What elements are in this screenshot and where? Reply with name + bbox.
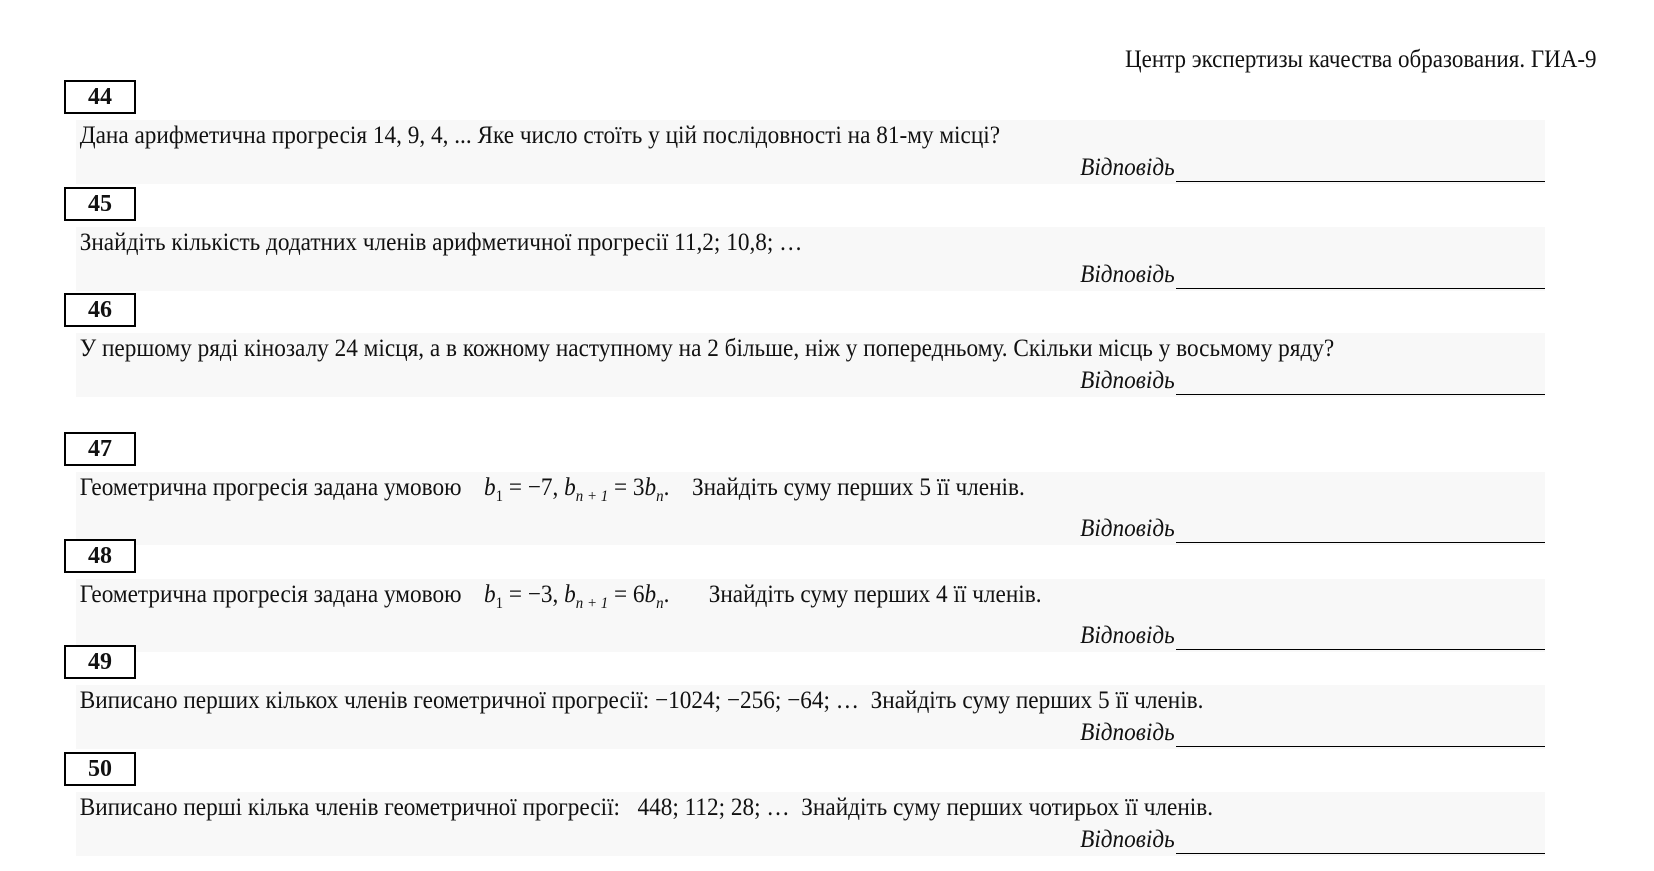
- problem-text: Геометрична прогресія задана умовою $b_1 = -7$, $b_{n + 1} = 3b_n$. Знайдіть суму перших 5 її членів.: [79, 474, 1025, 505]
- answer-label: Відповідь: [1080, 367, 1175, 394]
- problem-text: У першому ряді кінозалу 24 місця, а в кожному наступному на 2 більше, ніж у попередньому. Скільки місць у восьмому ряду?: [79, 335, 1335, 362]
- answer-label: Відповідь: [1080, 154, 1175, 181]
- answer-label: Відповідь: [1080, 826, 1175, 853]
- problem-text: Дана арифметична прогресія 14, 9, 4, ... Яке число стоїть у цій послідовності на 81-му місці?: [79, 122, 1001, 149]
- answer-row: [76, 365, 1545, 397]
- problem-number: 47: [64, 432, 136, 466]
- answer-row: [76, 717, 1545, 749]
- problem-text: Виписано перші кілька членів геометричної прогресії: 448; 112; 28; … Знайдіть суму перших чотирьох її членів.: [79, 794, 1214, 821]
- answer-field[interactable]: [1176, 288, 1545, 289]
- problem-text: Знайдіть кількість додатних членів арифметичної прогресії 11,2; 10,8; …: [79, 229, 803, 256]
- problem-number: 45: [64, 187, 136, 221]
- answer-field[interactable]: [1176, 746, 1545, 747]
- answer-label: Відповідь: [1080, 719, 1175, 746]
- answer-label: Відповідь: [1080, 261, 1175, 288]
- formula: $b_1 = -3$, $b_{n + 1} = 6b_n$.: [483, 581, 670, 612]
- answer-label: Відповідь: [1080, 622, 1175, 649]
- answer-field[interactable]: [1176, 649, 1545, 650]
- answer-row: [76, 513, 1545, 545]
- answer-field[interactable]: [1176, 542, 1545, 543]
- answer-field[interactable]: [1176, 853, 1545, 854]
- problem-number: 48: [64, 539, 136, 573]
- answer-field[interactable]: [1176, 181, 1545, 182]
- problem-number: 44: [64, 80, 136, 114]
- formula: $b_1 = -7$, $b_{n + 1} = 3b_n$.: [483, 474, 670, 505]
- problem-text: Геометрична прогресія задана умовою $b_1 = -3$, $b_{n + 1} = 6b_n$. Знайдіть суму перших 4 її членів.: [79, 581, 1042, 612]
- answer-row: [76, 259, 1545, 291]
- page-header: Центр экспертизы качества образования. ГИА-9: [1124, 46, 1596, 73]
- answer-row: [76, 152, 1545, 184]
- problem-number: 50: [64, 752, 136, 786]
- problem-number: 49: [64, 645, 136, 679]
- answer-row: [76, 620, 1545, 652]
- answer-row: [76, 824, 1545, 856]
- answer-label: Відповідь: [1080, 515, 1175, 542]
- answer-field[interactable]: [1176, 394, 1545, 395]
- problem-number: 46: [64, 293, 136, 327]
- problem-text: Виписано перших кількох членів геометричної прогресії: −1024; −256; −64; … Знайдіть суму перших 5 її членів.: [79, 687, 1204, 714]
